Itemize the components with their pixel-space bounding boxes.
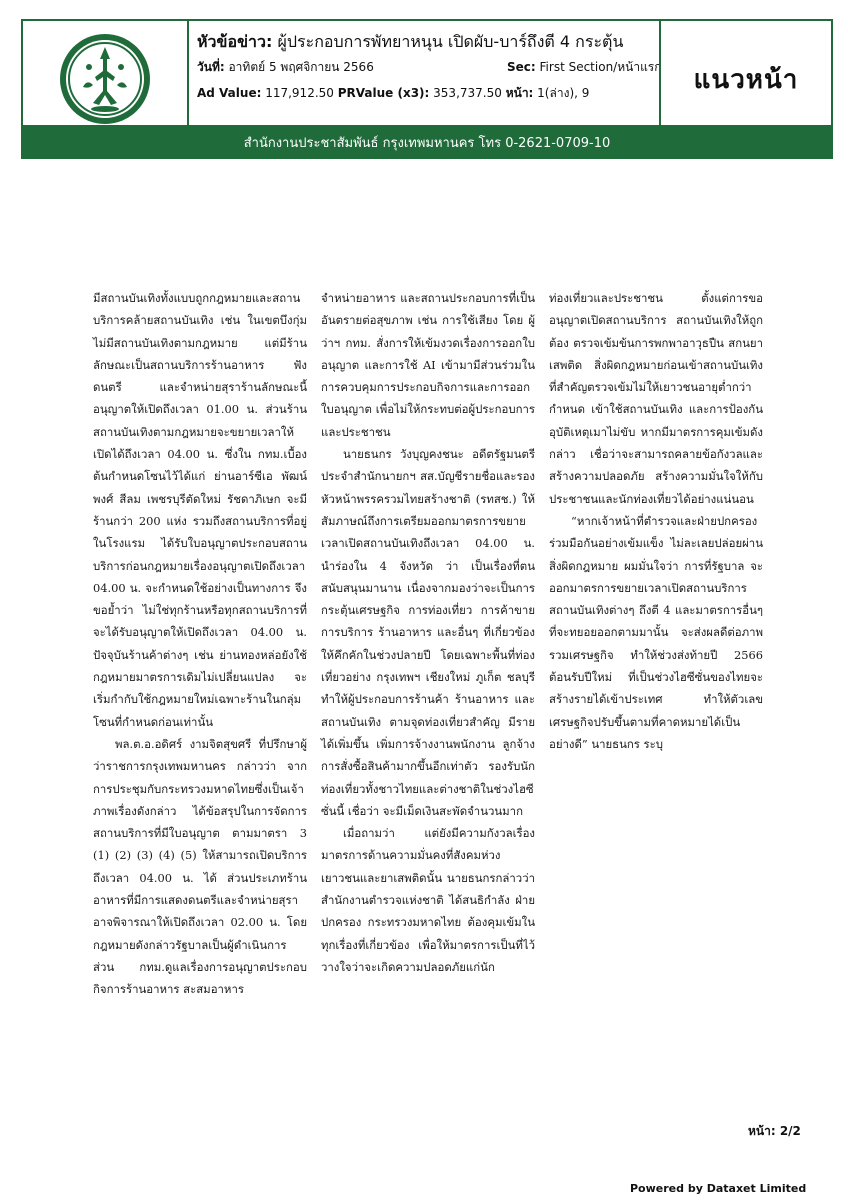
headline-text: ผู้ประกอบการพัทยาหนุน เปิดผับ-บาร์ถึงตี 4 กระตุ้น xyxy=(272,32,624,51)
article-column-3 xyxy=(549,287,763,755)
ad-value: 117,912.50 xyxy=(261,86,334,100)
pr-value: 353,737.50 xyxy=(429,86,502,100)
section-value: First Section/หน้าแรก xyxy=(535,60,662,74)
publication-name: แนวหน้า xyxy=(693,64,799,95)
section-label: Sec: xyxy=(507,60,536,74)
paragraph: ท่องเที่ยวและประชาชน ตั้งแต่การขออนุญาตเปิดสถานบริการ สถานบันเทิงให้ถูกต้อง ตรวจเข้มข้นการพกพาอาวุธปืน สกนยาเสพติด สิ่งผิดกฎหมายก่อนเข้าสถานบันเทิง ที่สำคัญตรวจเข้มไม่ให้เยาวชนอายุต่ำกว่ากำหนด เข้าใช้สถานบันเทิง และการป้องกันอุบัติเหตุเมาไม่ขับ หากมีมาตรการคุมเข้มดังกล่าว เชื่อว่าจะสามารถคลายข้อกังวลและสร้างความปลอดภัย สร้างความมั่นใจให้กับประชาชนและนักท่องเที่ยวได้อย่างแน่นอน xyxy=(549,291,763,506)
article-column-2 xyxy=(321,287,535,978)
article-column-1 xyxy=(93,287,307,1001)
bangkok-seal-logo xyxy=(57,31,153,127)
powered-by-text: Powered by Dataxet Limited xyxy=(630,1182,807,1195)
headline-label: หัวข้อข่าว: xyxy=(197,32,273,51)
headline xyxy=(197,29,683,55)
page-label: หน้า: xyxy=(505,86,534,100)
publication-box xyxy=(659,21,831,137)
page-value: 1(ล่าง), 9 xyxy=(533,86,590,100)
clipping-info xyxy=(197,29,683,107)
paragraph: เมื่อถามว่า แต่ยังมีความกังวลเรื่องมาตรการด้านความมั่นคงที่สังคมห่วงเยาวชนและยาเสพติดนั้น นายธนกรกล่าวว่า สำนักงานตำรวจแห่งชาติ ได้สนธิกำลัง ฝ่ายปกครอง กระทรวงมหาดไทย ต้องคุมเข้มในทุกเรื่องที่เกี่ยวข้อง เพื่อให้มาตรการเป็นที่ไว้วางใจว่าจะเกิดความปลอดภัยแก่นัก xyxy=(321,826,535,974)
pr-value-label: PRValue (x3): xyxy=(337,86,430,100)
paragraph: มีสถานบันเทิงทั้งแบบถูกกฎหมายและสถานบริการคล้ายสถานบันเทิง เช่น ในเขตบึงกุ่ม ไม่มีสถานบันเทิงตามกฎหมาย แต่มีร้านลักษณะเป็นสถานบริการร้านอาหาร ฟังดนตรี และจำหน่ายสุราร้านลักษณะนี้อนุญาตให้เปิดถึงเวลา 01.00 น. ส่วนร้านสถานบันเทิงตามกฎหมายจะขยายเวลาให้เปิดได้ถึงเวลา 04.00 น. ซึ่งใน กทม.เบื้องต้นกำหนดโซนไว้ได้แก่ ย่านอาร์ซีเอ พัฒน์พงศ์ สีลม เพชรบุรีตัดใหม่ รัชดาภิเษก จะมีร้านกว่า 200 แห่ง รวมถึงสถานบริการที่อยู่ในโรงแรม ได้รับใบอนุญาตประกอบสถานบริการก่อนกฎหมายเรื่องอนุญาตเปิดถึงเวลา 04.00 น. จะกำหนดใช้อย่างเป็นทางการ จึงขอย้ำว่า ไม่ใช่ทุกร้านหรือทุกสถานบริการที่จะได้รับอนุญาตให้เปิดถึงเวลา 04.00 น. ปัจจุบันร้านค้าต่างๆ เช่น ย่านทองหล่อยังใช้กฎหมายมาตรการเดิมไม่เปลี่ยนแปลง จะเริ่มกำกับใช้กฎหมายใหม่เฉพาะร้านในกลุ่มโซนที่กำหนดก่อนเท่านั้น xyxy=(93,291,307,729)
section xyxy=(507,55,662,79)
date-section-row xyxy=(197,55,683,81)
article-body xyxy=(93,287,765,1047)
logo-area xyxy=(23,21,189,137)
paragraph: พล.ต.อ.อดิศร์ งามจิตสุขศรี ที่ปรึกษาผู้ว่าราชการกรุงเทพมหานคร กล่าวว่า จากการประชุมกับกระทรวงมหาดไทยซึ่งเป็นเจ้าภาพเรื่องดังกล่าว ได้ข้อสรุปในการจัดการสถานบริการที่มีใบอนุญาต ตามมาตรา 3 (1) (2) (3) (4) (5) ให้สามารถเปิดบริการถึงเวลา 04.00 น. ได้ ส่วนประเภทร้านอาหารที่มีการแสดงดนตรีและจำหน่ายสุรา อาจพิจารณาให้เปิดถึงเวลา 02.00 น. โดยกฎหมายดังกล่าวรัฐบาลเป็นผู้ดำเนินการ ส่วน กทม.ดูแลเรื่องการอนุญาตประกอบกิจการร้านอาหาร สะสมอาหาร xyxy=(93,736,307,997)
paragraph: จำหน่ายอาหาร และสถานประกอบการที่เป็นอันตรายต่อสุขภาพ เช่น การใช้เสียง โดย ผู้ว่าฯ กทม. สั่งการให้เข้มงวดเรื่องการออกใบอนุญาต และการใช้ AI เข้ามามีส่วนร่วมในการควบคุมการประกอบกิจการและการออกใบอนุญาต เพื่อไม่ให้กระทบต่อผู้ประกอบการและประชาชน xyxy=(321,291,535,439)
agency-banner xyxy=(21,125,833,159)
page-indicator: หน้า: 2/2 xyxy=(748,1124,801,1138)
ad-value-label: Ad Value: xyxy=(197,86,262,100)
paragraph: นายธนกร วังบุญคงชนะ อดีตรัฐมนตรีประจำสำนักนายกฯ สส.บัญชีรายชื่อและรองหัวหน้าพรรครวมไทยสร้างชาติ (รทสช.) ให้สัมภาษณ์ถึงการเตรียมออกมาตรการขยายเวลาเปิดสถานบันเทิงถึงเวลา 04.00 น. นำร่องใน 4 จังหวัด ว่า เป็นเรื่องที่ตนสนับสนุนมานาน เนื่องจากมองว่าจะเป็นการกระตุ้นเศรษฐกิจ การท่องเที่ยว การค้าขาย การบริการ ร้านอาหาร และอื่นๆ ที่เกี่ยวข้องให้คึกคักในช่วงปลายปี โดยเฉพาะพื้นที่ท่องเที่ยวอย่าง กรุงเทพฯ เชียงใหม่ ภูเก็ต ชลบุรี ทำให้ผู้ประกอบการร้านค้า ร้านอาหาร และสถานบันเทิง ตามจุดท่องเที่ยวสำคัญ มีรายได้เพิ่มขึ้น เพิ่มการจ้างงานพนักงาน ลูกจ้าง การสั่งซื้อสินค้ามากขึ้นอีกเท่าตัว รองรับนักท่องเที่ยวทั้งชาวไทยและต่างชาติในช่วงไฮซีซั่นนี้ เชื่อว่า จะมีเม็ดเงินสะพัดจำนวนมาก xyxy=(321,447,535,818)
date-label: วันที่: xyxy=(197,60,225,74)
agency-banner-text: สำนักงานประชาสัมพันธ์ กรุงเทพมหานคร โทร 0-2621-0709-10 xyxy=(243,135,611,151)
value-row xyxy=(197,81,683,107)
date-value: อาทิตย์ 5 พฤศจิกายน 2566 xyxy=(224,60,374,74)
paragraph: “หากเจ้าหน้าที่ตำรวจและฝ่ายปกครองร่วมมือกันอย่างเข้มแข็ง ไม่ละเลยปล่อยผ่าน สิ่งผิดกฎหมาย ผมมั่นใจว่า การที่รัฐบาล จะออกมาตรการขยายเวลาเปิดสถานบริการ สถานบันเทิงต่างๆ ถึงตี 4 และมาตรการอื่นๆ ที่จะทยอยออกตามมานั้น จะส่งผลดีต่อภาพรวมเศรษฐกิจ ทำให้ช่วงส่งท้ายปี 2566 ต้อนรับปีใหม่ ที่เป็นช่วงไฮซีซั่นของไทยจะสร้างรายได้เข้าประเทศ ทำให้ตัวเลขเศรษฐกิจปรับขึ้นตามที่คาดหมายได้เป็นอย่างดี” นายธนกร ระบุ xyxy=(549,513,763,751)
clipping-header xyxy=(21,19,833,139)
